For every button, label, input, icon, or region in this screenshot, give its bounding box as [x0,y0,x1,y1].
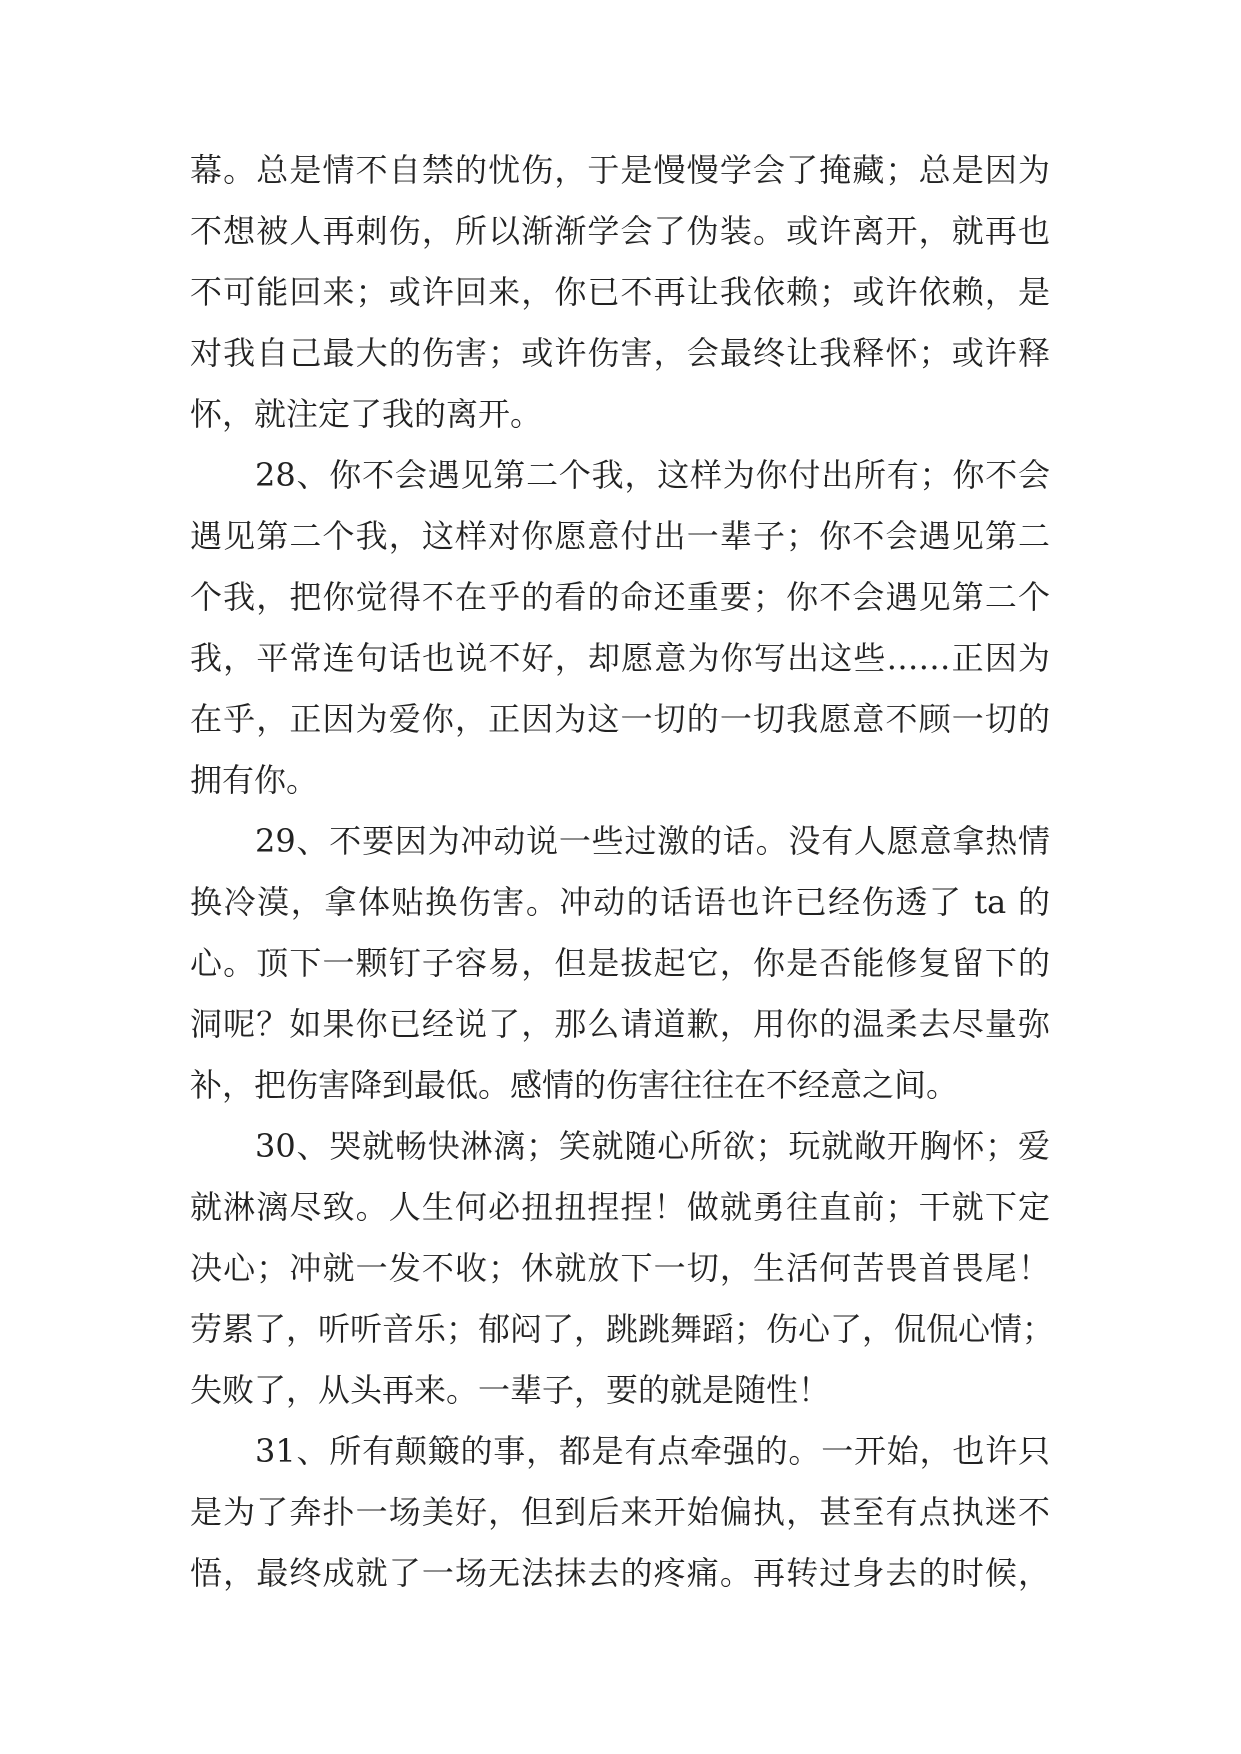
text-line: 换冷漠，拿体贴换伤害。冲动的话语也许已经伤透了 ta 的 [190,883,1050,921]
paragraph-28-first-line: 28、你不会遇见第二个我，这样为你付出所有；你不会 [255,456,1050,494]
text-line: 不可能回来；或许回来，你已不再让我依赖；或许依赖，是 [190,273,1050,311]
text-line: 失败了，从头再来。一辈子，要的就是随性！ [190,1371,831,1409]
text-line: 补，把伤害降到最低。感情的伤害往往在不经意之间。 [190,1066,959,1104]
text-line: 洞呢？如果你已经说了，那么请道歉，用你的温柔去尽量弥 [190,1005,1050,1043]
text-line: 幕。总是情不自禁的忧伤，于是慢慢学会了掩藏；总是因为 [190,151,1050,189]
paragraph-29-first-line: 29、不要因为冲动说一些过激的话。没有人愿意拿热情 [255,822,1050,860]
text-line: 我，平常连句话也说不好，却愿意为你写出这些……正因为 [190,639,1050,677]
text-line: 遇见第二个我，这样对你愿意付出一辈子；你不会遇见第二 [190,517,1050,555]
text-line: 悟，最终成就了一场无法抹去的疼痛。再转过身去的时候， [190,1554,1050,1592]
text-line: 对我自己最大的伤害；或许伤害，会最终让我释怀；或许释 [190,334,1050,372]
text-line: 心。顶下一颗钉子容易，但是拔起它，你是否能修复留下的 [190,944,1050,982]
text-line: 就淋漓尽致。人生何必扭扭捏捏！做就勇往直前；干就下定 [190,1188,1050,1226]
paragraph-30-first-line: 30、哭就畅快淋漓；笑就随心所欲；玩就敞开胸怀；爱 [255,1127,1050,1165]
text-line: 是为了奔扑一场美好，但到后来开始偏执，甚至有点执迷不 [190,1493,1050,1531]
text-line: 不想被人再刺伤，所以渐渐学会了伪装。或许离开，就再也 [190,212,1050,250]
text-line: 在乎，正因为爱你，正因为这一切的一切我愿意不顾一切的 [190,700,1050,738]
text-line: 拥有你。 [190,761,319,799]
paragraph-31-first-line: 31、所有颠簸的事，都是有点牵强的。一开始，也许只 [255,1432,1050,1470]
text-line: 劳累了，听听音乐；郁闷了，跳跳舞蹈；伤心了，侃侃心情； [190,1310,1055,1348]
text-line: 个我，把你觉得不在乎的看的命还重要；你不会遇见第二个 [190,578,1050,616]
text-line: 怀，就注定了我的离开。 [190,395,543,433]
text-line: 决心；冲就一发不收；休就放下一切，生活何苦畏首畏尾！ [190,1249,1050,1287]
